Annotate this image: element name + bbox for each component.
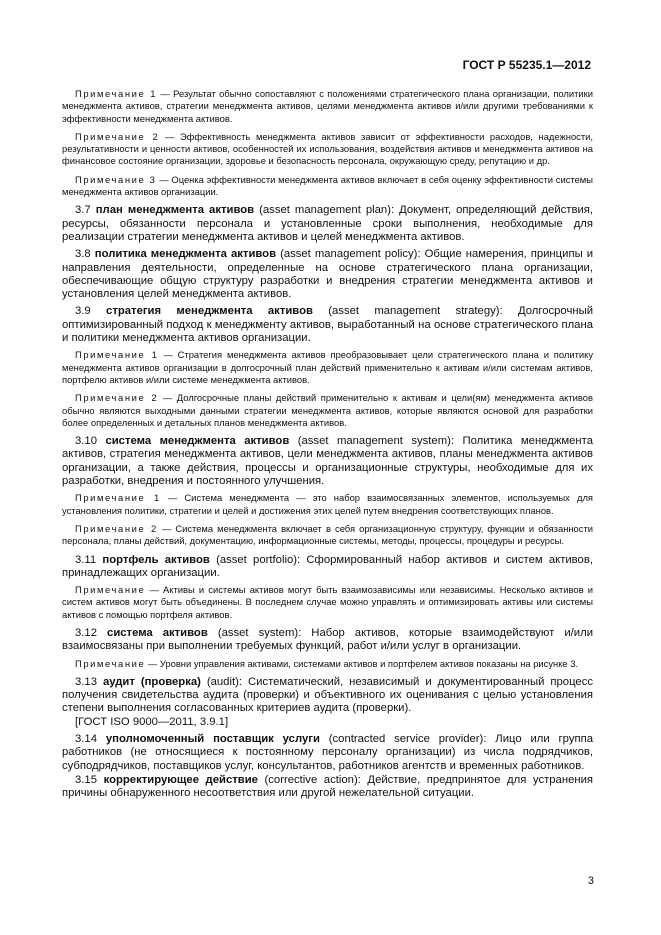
note <box>62 88 593 125</box>
definition-text: (corrective action): Действие, предпринятое для устранения причины обнаруженного несоответствия или другой нежелательной ситуации. <box>62 773 594 800</box>
clause-number: 3.7 <box>75 204 91 217</box>
defined-term: политика менеджмента активов <box>94 248 277 261</box>
clause-number: 3.13 <box>75 675 97 688</box>
note-text: — Система менеджмента включает в себя организационную структуру, функции и обязанности персонала, планы действий, документацию, информационные системы, методы, процессы, процедуры и ресурсы. <box>62 522 593 547</box>
note <box>62 523 593 548</box>
clause-number: 3.12 <box>75 626 97 639</box>
definition <box>62 305 593 345</box>
definition-text: (contracted service provider): Лицо или группа работников (не относящиеся к постоянному персоналу организации) из числа подрядчиков, субподрядчиков, поставщиков услуг, консультантов, работников агентств и временных работников. <box>62 733 593 772</box>
standard-header: ГОСТ Р 55235.1—2012 <box>462 58 591 72</box>
definition <box>62 554 593 581</box>
clause-number: 3.9 <box>75 305 91 318</box>
note <box>62 349 593 386</box>
defined-term: система менеджмента активов <box>105 435 290 448</box>
definition-text: (asset management system): Политика менеджмента активов, стратегия менеджмента активов, цели менеджмента активов, планы менеджмента активов организации, а также действия, процессы и организационные структуры, необходимые для их разработки, внедрения и постоянного улучшения. <box>62 435 593 488</box>
definition-text: (asset management plan): Документ, определяющий действия, ресурсы, обязанности персонала и установленные сроки выполнения, необходимые для реализации стратегии менеджмента активов и целей менеджмента активов. <box>62 204 594 243</box>
definition <box>62 733 593 773</box>
definition <box>62 676 593 716</box>
page-number: 3 <box>587 875 594 887</box>
defined-term: план менеджмента активов <box>95 204 255 217</box>
note-text: — Система менеджмента — это набор взаимосвязанных элементов, используемых для установления политики, стратегии и целей и достижения этих целей путем внедрения соответствующих планов. <box>62 492 593 516</box>
note-text: — Долгосрочные планы действий применительно к активам и цели(ям) менеджмента активов обычно являются выходными данными стратегии менеджмента активов, которые являются основой для разработки более определенных и детальных планов менеджмента активов. <box>62 392 593 428</box>
note-text: — Оценка эффективности менеджмента активов включает в себя оценку эффективности системы менеджмента активов организации. <box>62 173 593 198</box>
note-label: Примечание 2 <box>75 522 158 534</box>
definition-text: (asset portfolio): Сформированный набор активов и систем активов, принадлежащих организации. <box>62 553 593 579</box>
note-label: Примечание 1 <box>75 88 158 99</box>
note <box>62 131 593 168</box>
note-label: Примечание 2 <box>75 392 159 404</box>
note-text: — Уровни управления активами, системами активов и портфелем активов показаны на рисунке 3. <box>147 657 579 669</box>
definition <box>62 774 593 801</box>
clause-number: 3.8 <box>75 248 91 261</box>
defined-term: корректирующее действие <box>103 773 258 786</box>
note <box>62 174 593 199</box>
defined-term: аудит (проверка) <box>102 675 201 688</box>
clause-number: 3.14 <box>75 733 97 746</box>
defined-term: портфель активов <box>102 553 210 566</box>
defined-term: система активов <box>107 626 208 639</box>
note-label: Примечание 2 <box>75 130 160 142</box>
note <box>62 492 593 517</box>
clause-number: 3.15 <box>75 773 97 786</box>
clause-number: 3.11 <box>75 553 97 566</box>
note-label: Примечание 1 <box>75 492 161 504</box>
definition <box>62 204 593 244</box>
note-text: — Эффективность менеджмента активов зависит от эффективности расходов, надежности, результативности и ценности активов, особенностей их использования, воздействия активов и менеджмента активов на финансовое состояние организации, здоровье и безопасность персонала, окружающую среду, репутацию и др. <box>62 130 593 167</box>
note <box>62 584 593 621</box>
definition <box>62 627 593 654</box>
definition-text: (asset management policy): Общие намерения, принципы и направления деятельности, определенные на основе стратегического плана организации, обеспечивающие общую структуру разработки и внедрения стратегии менеджмента активов и установления целей менеджмента активов. <box>62 248 594 301</box>
definition-text: (asset management strategy): Долгосрочный оптимизированный подход к менеджменту активов, выработанный на основе стратегического плана и политики менеджмента активов организации. <box>62 305 594 345</box>
note-label: Примечание 3 <box>75 173 157 185</box>
definition-text: (asset system): Набор активов, которые взаимодействуют и/или взаимосвязаны при выполнении требуемых функций, работ и/или услуг в организации. <box>62 626 594 653</box>
definition-text: (audit): Систематический, независимый и документированный процесс получения свидетельства аудита (проверки) и объективного их оценивания с целью установления степени выполнения согласованных критериев аудита (проверки). <box>62 675 594 715</box>
note-text: — Результат обычно сопоставляют с положениями стратегического плана организации, политики менеджмента активов, стратегии менеджмента активов, целями менеджмента активов и/или другими требованиями к эффективности менеджмента активов. <box>62 88 593 124</box>
note-text: — Активы и системы активов могут быть взаимозависимы или независимы. Несколько активов и систем активов могут быть объединены. В последнем случае можно управлять и оптимизировать активы или системы активов с помощью портфеля активов. <box>62 584 593 620</box>
note <box>62 658 593 670</box>
note <box>62 392 593 429</box>
note-label: Примечание 1 <box>75 349 159 361</box>
definition <box>62 435 593 488</box>
defined-term: уполномоченный поставщик услуги <box>105 733 320 746</box>
defined-term: стратегия менеджмента активов <box>106 305 313 318</box>
definition <box>62 248 593 301</box>
clause-number: 3.10 <box>75 435 97 448</box>
page-body <box>62 88 593 805</box>
note-label: Примечание <box>75 584 146 596</box>
note-text: — Стратегия менеджмента активов преобразовывает цели стратегического плана и политику менеджмента активов организации в долгосрочный план действий применительно к активам и/или системам активов, портфелю активов и/или системе менеджмента активов. <box>62 349 594 385</box>
source-reference: [ГОСТ ISO 9000—2011, 3.9.1] <box>75 715 229 728</box>
note-label: Примечание <box>75 657 146 669</box>
